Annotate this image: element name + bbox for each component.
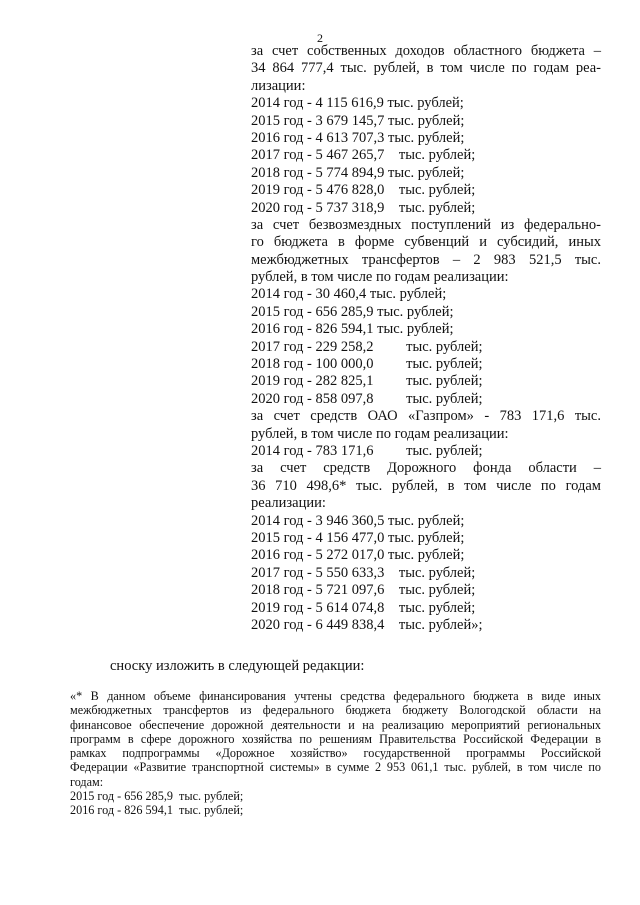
page-number: 2: [317, 31, 323, 45]
text-line: 2018 год - 5 721 097,6 тыс. рублей;: [251, 582, 476, 599]
footnote-block: [70, 689, 601, 818]
text-line: 2019 год - 282 825,1 тыс. рублей;: [251, 373, 483, 390]
text-line: 34 864 777,4 тыс. рублей, в том числе по годам реа-: [251, 60, 601, 77]
footnote-line: 2015 год - 656 285,9 тыс. рублей;: [70, 789, 244, 804]
text-line: 2020 год - 858 097,8 тыс. рублей;: [251, 390, 483, 407]
footnote-line: программ в сфере дорожного хозяйства по решениям Правительства Российской Федерации в: [70, 731, 601, 746]
funding-sources-block: [251, 43, 601, 634]
text-line: 2015 год - 3 679 145,7 тыс. рублей;: [251, 112, 465, 129]
text-line: рублей, в том числе по годам реализации:: [251, 425, 509, 442]
text-line: 2019 год - 5 476 828,0 тыс. рублей;: [251, 182, 476, 199]
text-line: 2017 год - 5 550 633,3 тыс. рублей;: [251, 564, 476, 581]
text-line: 2015 год - 656 285,9 тыс. рублей;: [251, 303, 454, 320]
text-line: 2018 год - 5 774 894,9 тыс. рублей;: [251, 164, 465, 181]
text-line: 2020 год - 5 737 318,9 тыс. рублей;: [251, 199, 476, 216]
text-line: рублей, в том числе по годам реализации:: [251, 269, 509, 286]
text-line: 2016 год - 4 613 707,3 тыс. рублей;: [251, 129, 465, 146]
text-line: 2019 год - 5 614 074,8 тыс. рублей;: [251, 599, 476, 616]
text-line: 2014 год - 4 115 616,9 тыс. рублей;: [251, 95, 464, 112]
footnote-intro: сноску изложить в следующей редакции:: [110, 658, 365, 674]
text-line: 2014 год - 783 171,6 тыс. рублей;: [251, 442, 483, 459]
text-line: 2015 год - 4 156 477,0 тыс. рублей;: [251, 529, 465, 546]
text-line: 36 710 498,6* тыс. рублей, в том числе по годам: [251, 477, 601, 494]
text-line: го бюджета в форме субвенций и субсидий, иных: [251, 234, 601, 251]
text-line: 2016 год - 5 272 017,0 тыс. рублей;: [251, 547, 465, 564]
text-line: 2014 год - 3 946 360,5 тыс. рублей;: [251, 512, 465, 529]
footnote-line: годам:: [70, 774, 104, 789]
footnote-line: 2016 год - 826 594,1 тыс. рублей;: [70, 803, 244, 818]
text-line: 2017 год - 229 258,2 тыс. рублей;: [251, 338, 483, 355]
footnote-line: «* В данном объеме финансирования учтены средства федерального бюджета в виде иных: [70, 689, 601, 703]
text-line: реализации:: [251, 495, 326, 512]
text-line: межбюджетных трансфертов – 2 983 521,5 тыс.: [251, 251, 601, 268]
text-line: за счет безвозмездных поступлений из федерально-: [251, 216, 601, 233]
text-line: 2020 год - 6 449 838,4 тыс. рублей»;: [251, 616, 483, 633]
text-line: за счет средств ОАО «Газпром» - 783 171,6 тыс.: [251, 408, 601, 425]
footnote-line: межбюджетных трансфертов из федерального бюджета бюджету Вологодской области на: [70, 703, 601, 718]
footnote-line: рамках подпрограммы «Дорожное хозяйство» государственной программы Российской: [70, 746, 601, 761]
text-line: 2017 год - 5 467 265,7 тыс. рублей;: [251, 147, 476, 164]
text-line: 2014 год - 30 460,4 тыс. рублей;: [251, 286, 447, 303]
text-line: лизации:: [251, 77, 306, 94]
text-line: 2018 год - 100 000,0 тыс. рублей;: [251, 356, 483, 373]
text-line: 2016 год - 826 594,1 тыс. рублей;: [251, 321, 454, 338]
text-line: за счет собственных доходов областного бюджета –: [251, 43, 601, 59]
footnote-line: финансовое обеспечение дорожной деятельности и на реализацию мероприятий региональных: [70, 717, 601, 732]
text-line: за счет средств Дорожного фонда области –: [251, 460, 601, 477]
footnote-line: Федерации «Развитие транспортной системы» в сумме 2 953 061,1 тыс. рублей, в том числе по: [70, 760, 601, 775]
